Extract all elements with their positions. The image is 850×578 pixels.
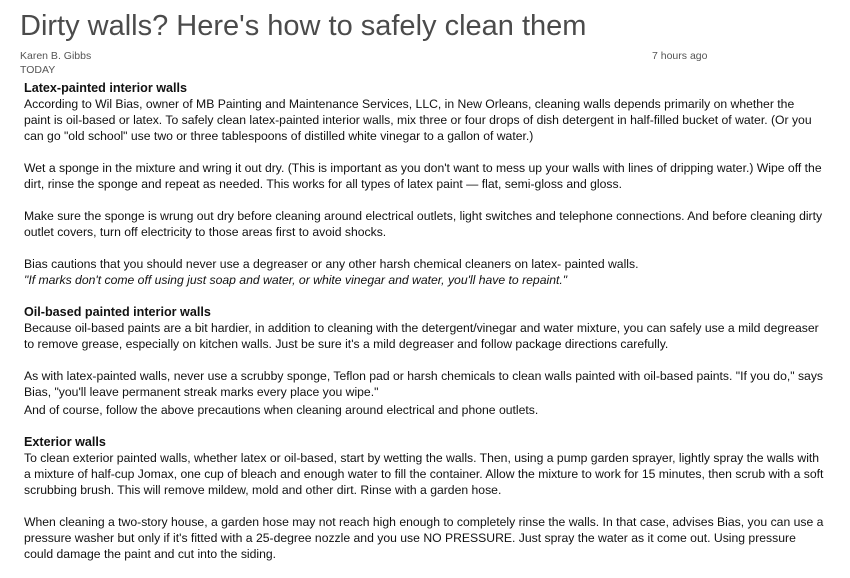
paragraph-spacer bbox=[24, 192, 824, 208]
paragraph: Make sure the sponge is wrung out dry before cleaning around electrical outlets, light switches and telephone connections. And before cleaning dirty outlet covers, turn off electricity to those areas first to avoid shocks. bbox=[24, 209, 823, 239]
article-body bbox=[24, 80, 824, 562]
paragraph: To clean exterior painted walls, whether latex or oil-based, start by wetting the walls. Then, using a pump garden sprayer, lightly spray the walls with a mixture of half-cup Jomax, one cup of bleach and enough water to fill the container. Allow the mixture to work for 15 minutes, then scrub with a soft scrubbing brush. This will remove mildew, mold and other dirt. Rinse with a garden hose. bbox=[24, 451, 824, 497]
time-ago: 7 hours ago bbox=[652, 50, 708, 62]
paragraph: As with latex-painted walls, never use a scrubby sponge, Teflon pad or harsh chemicals to clean walls painted with oil-based paints. "If you do," says Bias, "you'll leave permanent streak marks every place you wipe." bbox=[24, 369, 824, 399]
section-heading-latex: Latex-painted interior walls bbox=[24, 81, 188, 95]
paragraph: When cleaning a two-story house, a garden hose may not reach high enough to completely rinse the walls. In that case, advises Bias, you can use a pressure washer but only if it's fitted with a 25-degree nozzle and you use NO PRESSURE. Just spray the water as it come out. Using pressure could damage the paint and cut into the siding. bbox=[24, 515, 824, 561]
paragraph: Wet a sponge in the mixture and wring it out dry. (This is important as you don't want to mess up your walls with lines of dripping water.) Wipe off the dirt, rinse the sponge and repeat as needed. This works for all types of latex paint — flat, semi-gloss and gloss. bbox=[24, 161, 822, 191]
paragraph: Because oil-based paints are a bit hardier, in addition to cleaning with the detergent/vinegar and water mixture, you can safely use a mild degreaser to remove grease, especially on kitchen walls. Just be sure it's a mild degreaser and follow package directions carefully. bbox=[24, 321, 819, 351]
publish-date: TODAY bbox=[20, 64, 56, 76]
paragraph-spacer bbox=[24, 418, 824, 434]
paragraph-spacer bbox=[24, 498, 824, 514]
paragraph: Bias cautions that you should never use a degreaser or any other harsh chemical cleaners on latex- painted walls. bbox=[24, 257, 639, 271]
author-name[interactable]: Karen B. Gibbs bbox=[20, 50, 92, 62]
paragraph: And of course, follow the above precautions when cleaning around electrical and phone outlets. bbox=[24, 403, 539, 417]
section-heading-exterior: Exterior walls bbox=[24, 435, 106, 449]
paragraph-spacer bbox=[24, 240, 824, 256]
quote: "If marks don't come off using just soap and water, or white vinegar and water, you'll have to repaint." bbox=[24, 273, 568, 287]
paragraph: According to Wil Bias, owner of MB Painting and Maintenance Services, LLC, in New Orleans, cleaning walls depends primarily on whether the paint is oil-based or latex. To safely clean latex-painted interior walls, mix three or four drops of dish detergent in half-filled bucket of water. (Or you can go "old school" use two or three tablespoons of distilled white vinegar to a gallon of water.) bbox=[24, 97, 812, 143]
paragraph-spacer bbox=[24, 352, 824, 368]
paragraph-spacer bbox=[24, 144, 824, 160]
section-heading-oil: Oil-based painted interior walls bbox=[24, 305, 211, 319]
article-title: Dirty walls? Here's how to safely clean them bbox=[20, 10, 587, 42]
paragraph-spacer bbox=[24, 288, 824, 304]
